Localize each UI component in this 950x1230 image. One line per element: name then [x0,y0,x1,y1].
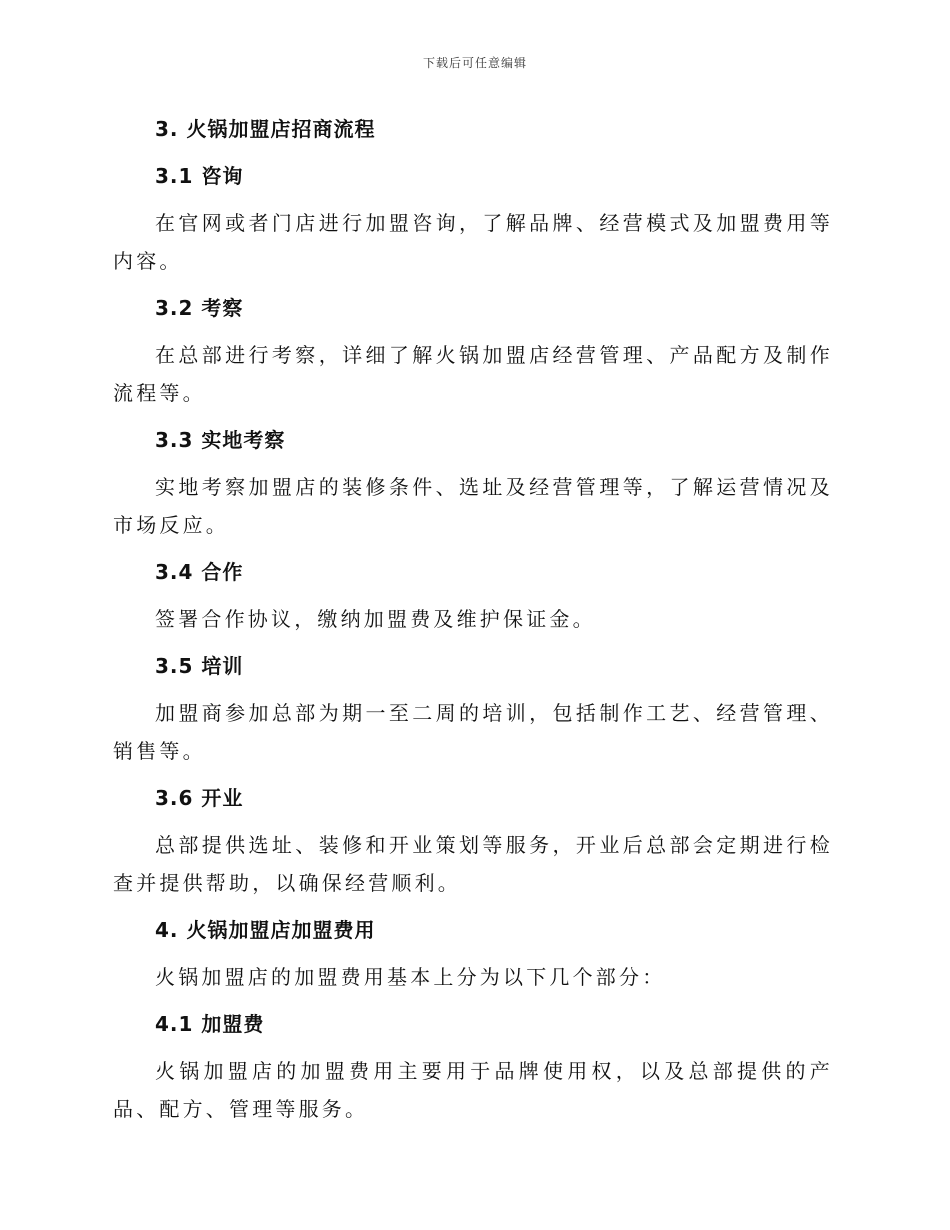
section-heading: 3.1 咨询 [155,164,244,188]
section-paragraph: 火锅加盟店的加盟费用主要用于品牌使用权，以及总部提供的产品、配方、管理等服务。 [113,1059,833,1121]
section-heading: 4.1 加盟费 [155,1012,265,1036]
section-paragraph: 在总部进行考察，详细了解火锅加盟店经营管理、产品配方及制作流程等。 [113,343,833,405]
section-paragraph: 在官网或者门店进行加盟咨询，了解品牌、经营模式及加盟费用等内容。 [113,211,833,273]
section-heading: 4. 火锅加盟店加盟费用 [155,918,376,942]
document-body [113,110,833,1128]
section-heading: 3. 火锅加盟店招商流程 [155,117,376,141]
section-paragraph: 签署合作协议，缴纳加盟费及维护保证金。 [155,607,596,631]
section-heading: 3.6 开业 [155,786,244,810]
page-header: 下载后可任意编辑 [422,56,527,70]
section-heading: 3.3 实地考察 [155,428,286,452]
section-heading: 3.4 合作 [155,560,244,584]
section-paragraph: 实地考察加盟店的装修条件、选址及经营管理等，了解运营情况及市场反应。 [113,475,833,537]
section-paragraph: 总部提供选址、装修和开业策划等服务，开业后总部会定期进行检查并提供帮助，以确保经营顺利。 [113,833,833,895]
section-paragraph: 加盟商参加总部为期一至二周的培训，包括制作工艺、经营管理、销售等。 [113,701,833,763]
section-paragraph: 火锅加盟店的加盟费用基本上分为以下几个部分： [155,965,666,989]
section-heading: 3.5 培训 [155,654,244,678]
section-heading: 3.2 考察 [155,296,244,320]
